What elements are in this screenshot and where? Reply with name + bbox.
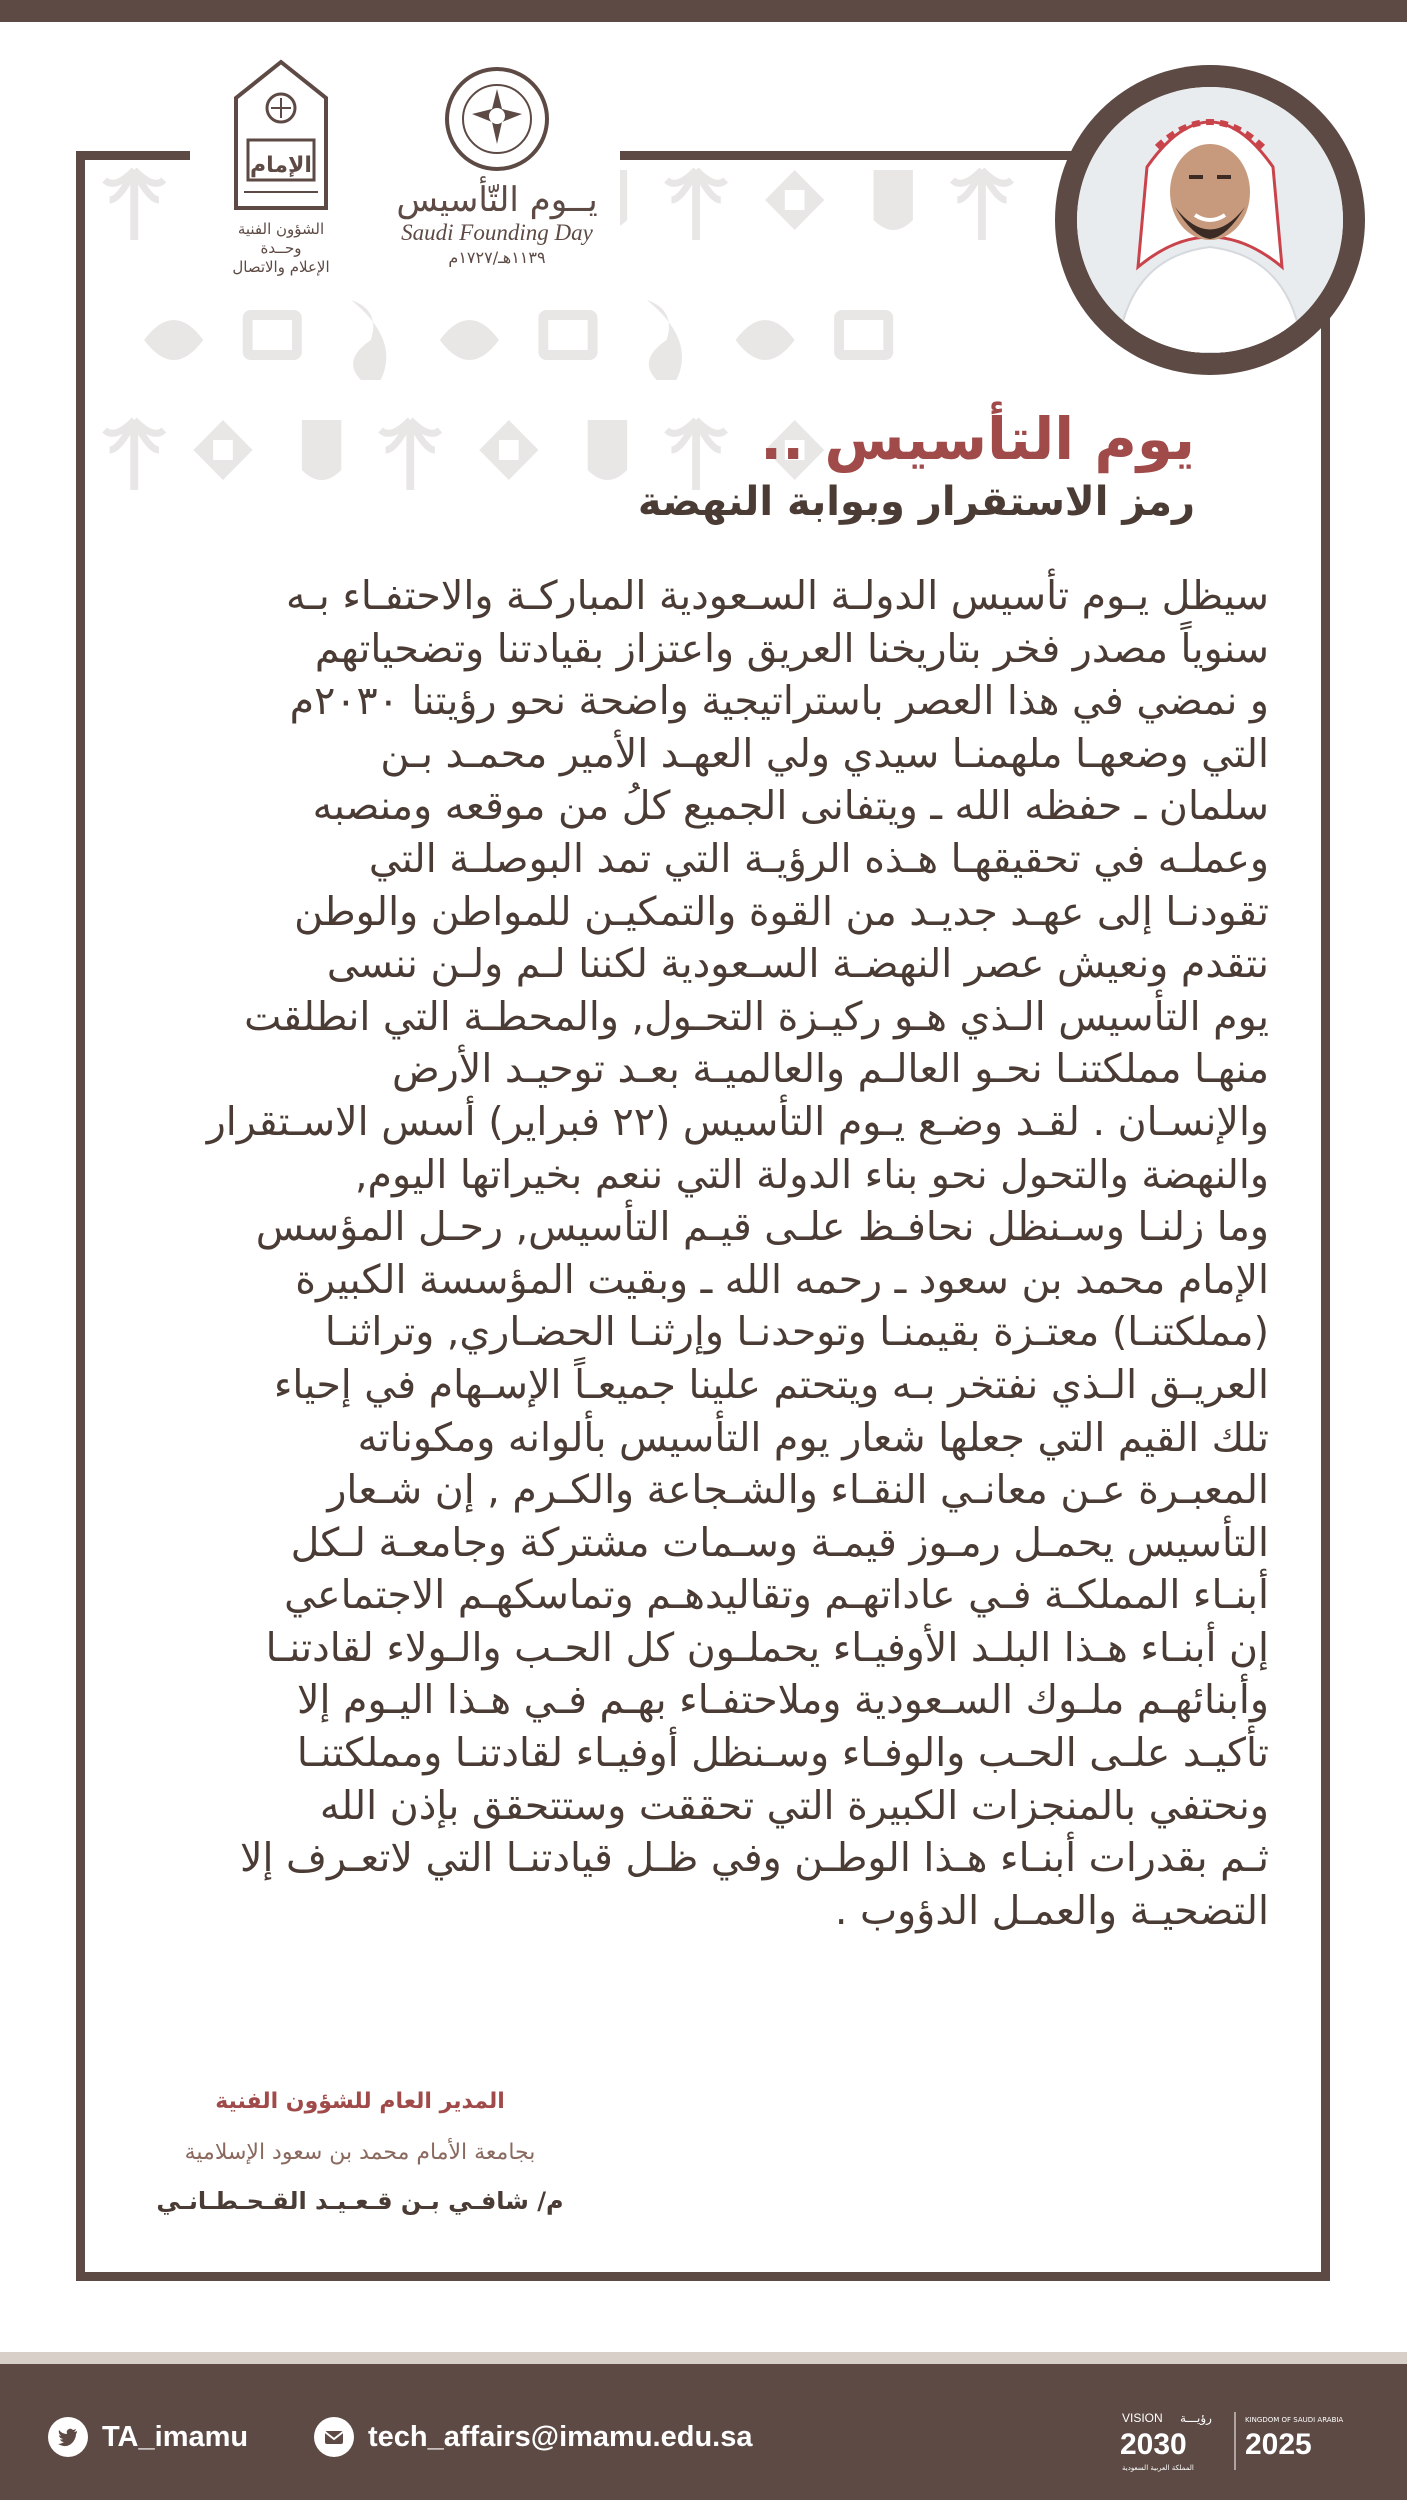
article-line: منهـا مملكتنـا نحـو العالـم والعالميـة بعـد توحيـد الأرض	[391, 1046, 1269, 1093]
article-line: ثـم بقدرات أبنـاء هـذا الوطـن وفي ظـل قيادتنـا التي لاتعـرف إلا	[239, 1835, 1269, 1882]
article-line: أبنـاء المملكـة فـي عاداتهـم وتقاليدهـم وتماسكهـم الاجتماعي	[284, 1572, 1269, 1619]
imam-logo-icon	[226, 58, 336, 218]
founding-day-arabic: يــوم التّأسيس	[396, 180, 598, 220]
article-line: ونحتفي بالمنجزات الكبيرة التي تحققت وستتحقق بإذن الله	[319, 1782, 1269, 1829]
article-line: التي وضعهـا ملهمنـا سيدي ولي العهـد الأمير محمـد بـن	[380, 730, 1269, 777]
article-line: وأبنائهـم ملـوك السـعودية وملاحتفـاء بهـم فـي هـذا اليـوم إلا	[296, 1677, 1269, 1724]
portrait-image	[1077, 87, 1343, 353]
article-line: سيظل يـوم تأسيس الدولـة السـعودية المباركـة والاحتفـاء بـه	[286, 573, 1269, 619]
top-bar	[0, 0, 1407, 22]
twitter-icon	[48, 2417, 88, 2457]
svg-text:الإمام: الإمام	[250, 153, 312, 178]
imam-university-logo	[216, 58, 346, 276]
article-body	[147, 570, 1269, 1937]
article-frame	[76, 151, 1330, 2281]
article-line: تلك القيم التي جعلها شعار يوم التأسيس بألوانه ومكوناته	[357, 1414, 1269, 1461]
twitter-handle: TA_imamu	[102, 2420, 249, 2453]
article-line: (مملكتنـا) معتـزة بقيمنـا وتوحدنـا وإرثنـا الحضـاري, وتراثنـا	[324, 1309, 1269, 1356]
article-line: التضحيـة والعمـل الدؤوب .	[834, 1887, 1269, 1934]
svg-text:2025: 2025	[1245, 2428, 1312, 2461]
vision-logos	[1120, 2406, 1360, 2476]
article-line: نتقدم ونعيش عصر النهضـة السـعودية لكننا لـم ولـن ننسى	[326, 941, 1269, 988]
article-line: يوم التأسيس الـذي هـو ركيـزة التحـول, والمحطـة التي انطلقت	[244, 993, 1269, 1040]
article-line: وما زلنـا وسـنظل نحافـظ علـى قيـم التأسيس, رحـل المؤسس	[255, 1204, 1269, 1251]
article-line: سنوياً مصدر فخر بتاريخنا العريق واعتزاز بقيادتنا وتضحياتهم	[314, 625, 1269, 672]
logo-area	[190, 40, 620, 300]
founding-day-years: ١١٣٩هـ/١٧٢٧م	[448, 248, 546, 267]
email-address: tech_affairs@imamu.edu.sa	[368, 2420, 753, 2453]
founding-day-logo	[382, 64, 612, 294]
signature-name: م/ شافـي بـن قـعـيـد القـحـطـانـي	[156, 2187, 564, 2215]
svg-text:2030: 2030	[1120, 2428, 1187, 2461]
department-name: الشؤون الفنية وحــدة الإعلام والاتصال	[232, 220, 330, 276]
svg-text:المملكة العربية السعودية: المملكة العربية السعودية	[1122, 2464, 1194, 2472]
signature-title: المدير العام للشؤون الفنية	[215, 2089, 505, 2114]
email-icon	[314, 2417, 354, 2457]
article-line: وعملـه في تحقيقهـا هـذه الرؤيـة التي تمد البوصلـة التي	[368, 835, 1269, 882]
article-title: يوم التأسيس ..	[760, 405, 1195, 473]
signature-block	[125, 2085, 595, 2221]
svg-text:رؤيـــة: رؤيـــة	[1180, 2411, 1212, 2425]
footer-stripe	[0, 2352, 1407, 2364]
article-line: و نمضي في هذا العصر باستراتيجية واضحة نحو رؤيتنا ٢٠٣٠م	[289, 678, 1269, 725]
article-line: تقودنـا إلى عهـد جديـد من القوة والتمكيـن للمواطن والوطن	[294, 888, 1269, 935]
article-line: تأكيـد علـى الحـب والوفـاء وسـنظل أوفيـاء لقادتنـا ومملكتنـا	[296, 1730, 1269, 1777]
email-link[interactable]	[314, 2417, 752, 2457]
twitter-link[interactable]	[48, 2417, 248, 2457]
article-line: والإنسـان . لقـد وضـع يـوم التأسيس (٢٢ فبراير) أسس الاسـتقرار	[206, 1098, 1269, 1145]
article-line: إن أبنـاء هـذا البلـد الأوفيـاء يحملـون كل الحـب والـولاء لقادتنـا	[265, 1624, 1269, 1671]
svg-text:VISION: VISION	[1122, 2411, 1163, 2425]
article-line: التأسيس يحمـل رمـوز قيمـة وسـمات مشتركة وجامعـة لـكل	[290, 1519, 1269, 1566]
svg-text:KINGDOM OF SAUDI ARABIA: KINGDOM OF SAUDI ARABIA	[1245, 2416, 1344, 2424]
footer	[0, 2364, 1407, 2500]
article-subtitle: رمز الاستقرار وبوابة النهضة	[637, 479, 1195, 525]
founding-day-english: Saudi Founding Day	[401, 220, 593, 245]
article-line: العريـق الـذي نفتخر بـه ويتحتم علينا جميعـاً الإسـهام في إحياء	[273, 1361, 1269, 1408]
article-line: سلمان ـ حفظه الله ـ ويتفانى الجميع كلُ من موقعه ومنصبه	[312, 783, 1269, 830]
article-line: الإمام محمد بن سعود ـ رحمه الله ـ وبقيت المؤسسة الكبيرة	[295, 1256, 1269, 1303]
signature-organization: بجامعة الأمام محمد بن سعود الإسلامية	[184, 2140, 536, 2165]
founding-day-emblem-icon	[442, 64, 552, 174]
author-portrait	[1055, 65, 1365, 375]
article-line: المعبـرة عـن معانـي النقـاء والشـجاعة والكـرم , إن شـعار	[327, 1467, 1269, 1514]
article-line: والنهضة والتحول نحو بناء الدولة التي ننعم بخيراتها اليوم,	[354, 1151, 1269, 1198]
